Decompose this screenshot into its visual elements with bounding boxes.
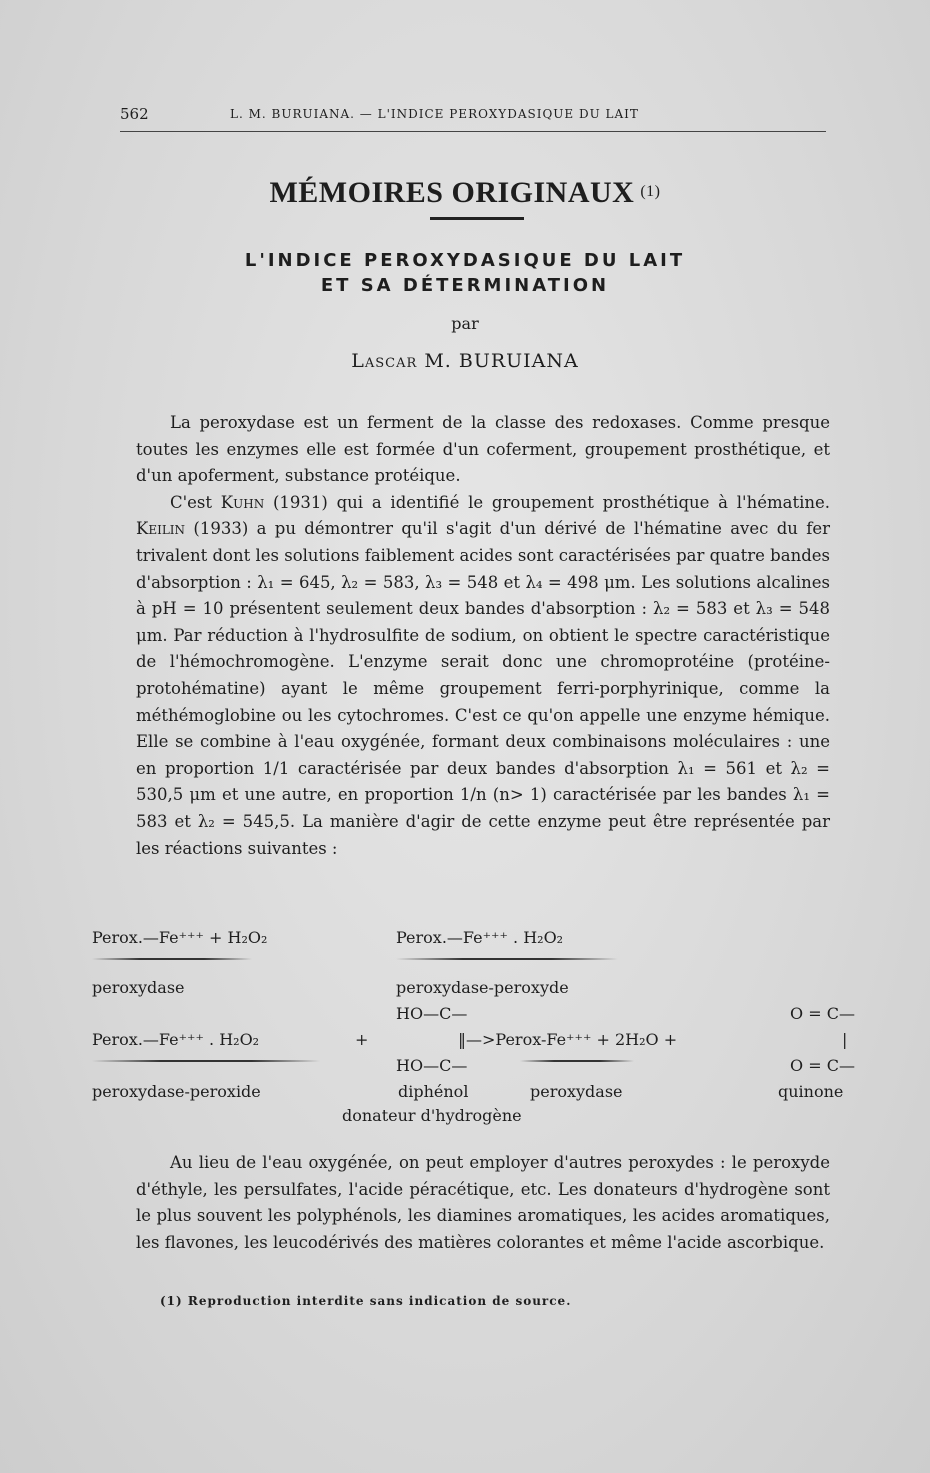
p2-text-a: C'est	[170, 492, 221, 512]
body-text-upper	[136, 410, 830, 862]
underbrace-complex-2	[92, 1060, 320, 1062]
header-rule	[120, 131, 826, 132]
author-ref-keilin: Keilin	[136, 519, 186, 539]
paragraph-2	[136, 490, 830, 862]
author-name	[0, 350, 930, 372]
running-title: L. M. BURUIANA. — L'INDICE PEROXYDASIQUE DU LAIT	[230, 107, 639, 121]
diphenol-top: HO—C—	[396, 1004, 468, 1023]
paragraph-3: Au lieu de l'eau oxygénée, on peut employer d'autres peroxydes : le peroxyde d'éthyle, les persulfates, l'acide péracétique, etc. Les donateurs d'hydrogène sont le plus souvent les polyphénols, les diamines aromatiques, les acides aromatiques, les flavones, les leucodérivés des matières colorantes et même l'acide ascorbique.	[136, 1153, 830, 1252]
label-hydrogen-donor: donateur d'hydrogène	[342, 1106, 522, 1125]
label-peroxydase-peroxyde: peroxydase-peroxyde	[396, 978, 569, 997]
label-peroxydase-2: peroxydase	[530, 1082, 623, 1101]
reaction1-right: Perox.—Fe⁺⁺⁺ . H₂O₂	[396, 928, 564, 947]
label-diphenol: diphénol	[398, 1082, 469, 1101]
label-quinone: quinone	[778, 1082, 844, 1101]
article-title-line1: L'INDICE PEROXYDASIQUE DU LAIT	[244, 250, 686, 271]
section-heading	[0, 176, 930, 210]
section-heading-text: MÉMOIRES ORIGINAUX	[269, 176, 635, 209]
p2-text-b: (1931) qui a identifié le groupement prosthétique à l'hématine.	[264, 492, 830, 512]
underbrace-complex	[396, 958, 618, 960]
label-peroxydase-peroxide: peroxydase-peroxide	[92, 1082, 261, 1101]
author-first-name: Lascar	[351, 350, 418, 372]
body-text-lower	[136, 1150, 830, 1256]
reaction1-left: Perox.—Fe⁺⁺⁺ + H₂O₂	[92, 928, 268, 947]
author-last-name: M. BURUIANA	[424, 350, 579, 372]
article-title-line2: ET SA DÉTERMINATION	[320, 275, 610, 296]
paragraph-1: La peroxydase est un ferment de la classe des redoxases. Comme presque toutes les enzymes elle est formée d'un coferment, groupement prosthétique, et d'un apoferment, substance protéique.	[136, 413, 830, 486]
footnote-mark[interactable]: (1)	[640, 183, 661, 200]
running-header	[120, 105, 826, 129]
plus-sign: +	[355, 1030, 369, 1049]
underbrace-peroxydase	[92, 958, 252, 960]
quinone-top: O = C—	[790, 1004, 855, 1023]
diphenol-bottom: HO—C—	[396, 1056, 468, 1075]
footnote: (1) Reproduction interdite sans indication de source.	[160, 1294, 572, 1308]
page-number: 562	[120, 105, 149, 123]
p2-text-c: (1933) a pu démontrer qu'il s'agit d'un dérivé de l'hématine avec du fer trivalent dont les solutions faiblement acides sont caractérisées par quatre bandes d'absorption : λ₁ = 645, λ₂ = 583, λ₃ = 548 et λ₄ = 498 μm. Les solutions alcalines à pH = 10 présentent seulement deux bandes d'absorption : λ₂ = 583 et λ₃ = 548 μm. Par réduction à l'hydrosulfite de sodium, on obtient le spectre caractéristique de l'hémochromogène. L'enzyme serait donc une chromoprotéine (protéine-protohématine) ayant le même groupement ferri-porphyrinique, comme la méthémoglobine ou les cytochromes. C'est ce qu'on appelle une enzyme hémique. Elle se combine à l'eau oxygénée, formant deux combinaisons moléculaires : une en proportion 1/1 caractérisée par deux bandes d'absorption λ₁ = 561 et λ₂ = 530,5 μm et une autre, en proportion 1/n (n> 1) caractérisée par les bandes λ₁ = 583 et λ₂ = 545,5. La manière d'agir de cette enzyme peut être représentée par les réactions suivantes :	[136, 519, 830, 858]
reaction2-left: Perox.—Fe⁺⁺⁺ . H₂O₂	[92, 1030, 260, 1049]
underbrace-peroxydase-2	[520, 1060, 634, 1062]
reaction2-products: ‖—>Perox-Fe⁺⁺⁺ + 2H₂O +	[458, 1030, 678, 1049]
quinone-bottom: O = C—	[790, 1056, 855, 1075]
author-ref-kuhn: Kuhn	[220, 492, 265, 512]
section-underline	[430, 217, 524, 220]
quinone-bond: |	[842, 1030, 848, 1049]
by-line: par	[451, 314, 479, 333]
label-peroxydase: peroxydase	[92, 978, 185, 997]
